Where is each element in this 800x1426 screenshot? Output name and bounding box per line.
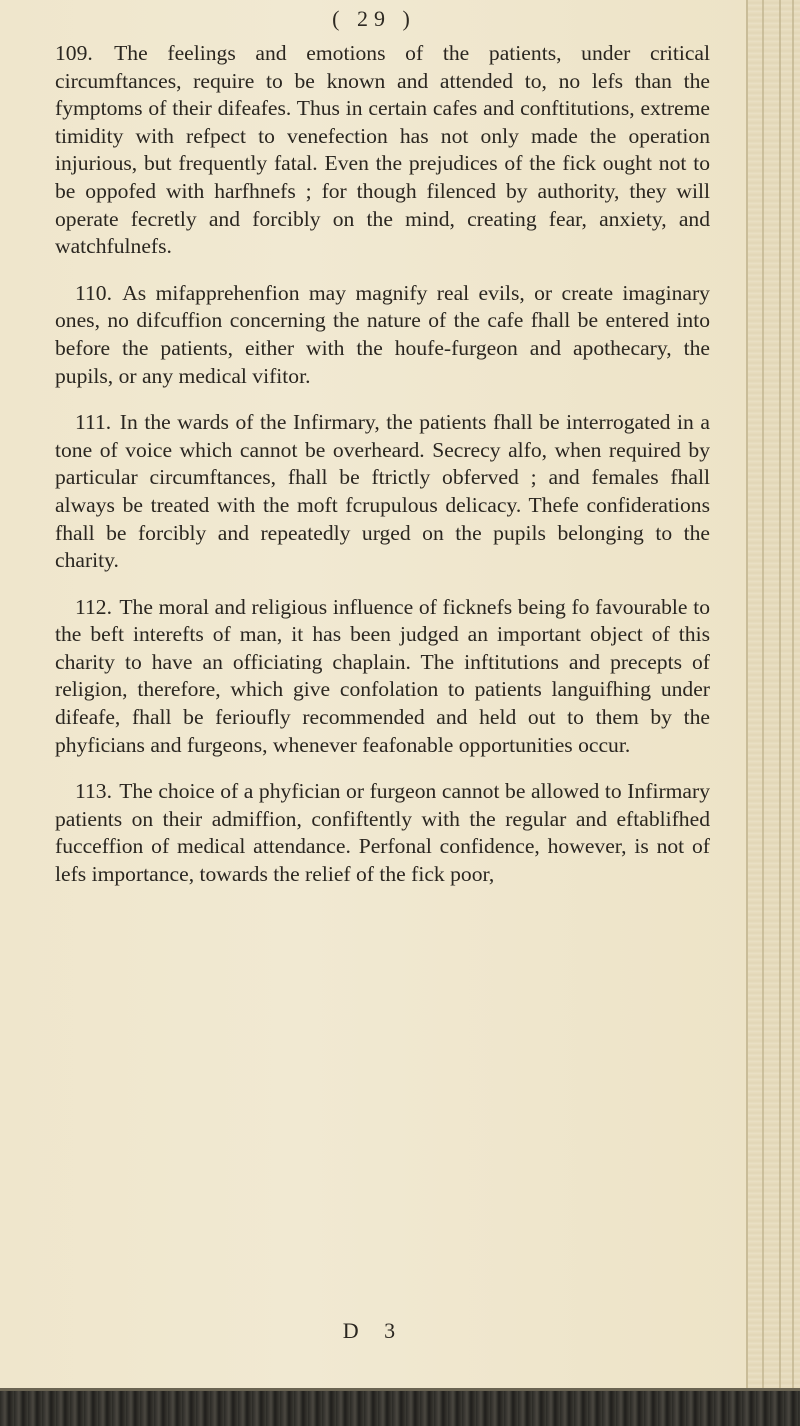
paragraph-113 bbox=[55, 778, 710, 888]
adjacent-page-edge bbox=[746, 0, 800, 1423]
paragraph-text: The choice of a phyfician or furgeon cannot be allowed to Infirmary patients on their admiffion, confiftently with the regular and eftablifhed fucceffion of medical attendance. Perfonal confidence, however, is not of lefs importance, towards the relief of the fick poor, bbox=[55, 779, 711, 887]
paragraph-text: The feelings and emotions of the patients, under critical circumftances, require to be known and attended to, no lefs than the fymptoms of their difeafes. Thus in certain cafes and conftitutions, extreme timidity with refpect to venefection has not only made the operation injurious, but frequently fatal. Even the prejudices of the fick ought not to be oppofed with harfhnefs ; for though filenced by authority, they will operate fecretly and forcibly on the mind, creating fear, anxiety, and watchfulnefs. bbox=[55, 41, 710, 259]
edge-line bbox=[792, 0, 794, 1423]
edge-line bbox=[762, 0, 764, 1423]
paragraph-111 bbox=[55, 409, 710, 575]
edge-line bbox=[779, 0, 781, 1423]
paragraph-text: As mifapprehenfion may magnify real evils, or create imaginary ones, no difcuffion concerning the nature of the cafe fhall be entered into before the patients, either with the houfe-furgeon and apothecary, the pupils, or any medical vifitor. bbox=[55, 280, 710, 388]
paragraph-number: 112. bbox=[75, 594, 112, 619]
book-binding-edge bbox=[0, 1388, 800, 1426]
paragraph-number: 109. bbox=[55, 41, 93, 65]
paragraph-number: 113. bbox=[75, 779, 112, 804]
signature-mark: D 3 bbox=[342, 1318, 406, 1343]
paragraph-number: 111. bbox=[75, 410, 112, 435]
paragraph-text: The moral and religious influence of ficknefs being fo favourable to the beft interefts of man, it has been judged an important object of this charity to have an officiating chaplain. The inftitutions and precepts of religion, therefore, which give confolation to patients languifhing under difeafe, fhall be ferioufly recommended and held out to them by the phyficians and furgeons, whenever feafonable opportunities occur. bbox=[55, 594, 710, 757]
paragraph-text: In the wards of the Infirmary, the patients fhall be interrogated in a tone of voice which cannot be overheard. Secrecy alfo, when required by particular circumftances, fhall be ftrictly obferved ; and females fhall always be treated with the moft fcrupulous delicacy. Thefe confiderations fhall be forcibly and repeatedly urged on the pupils belonging to the charity. bbox=[55, 410, 710, 573]
paragraph-number: 110. bbox=[75, 280, 112, 305]
paragraph-109 bbox=[55, 40, 710, 261]
paragraph-110 bbox=[55, 280, 710, 390]
body-text bbox=[55, 40, 710, 908]
paragraph-112 bbox=[55, 594, 710, 760]
page-number-header: ( 29 ) bbox=[332, 6, 416, 31]
